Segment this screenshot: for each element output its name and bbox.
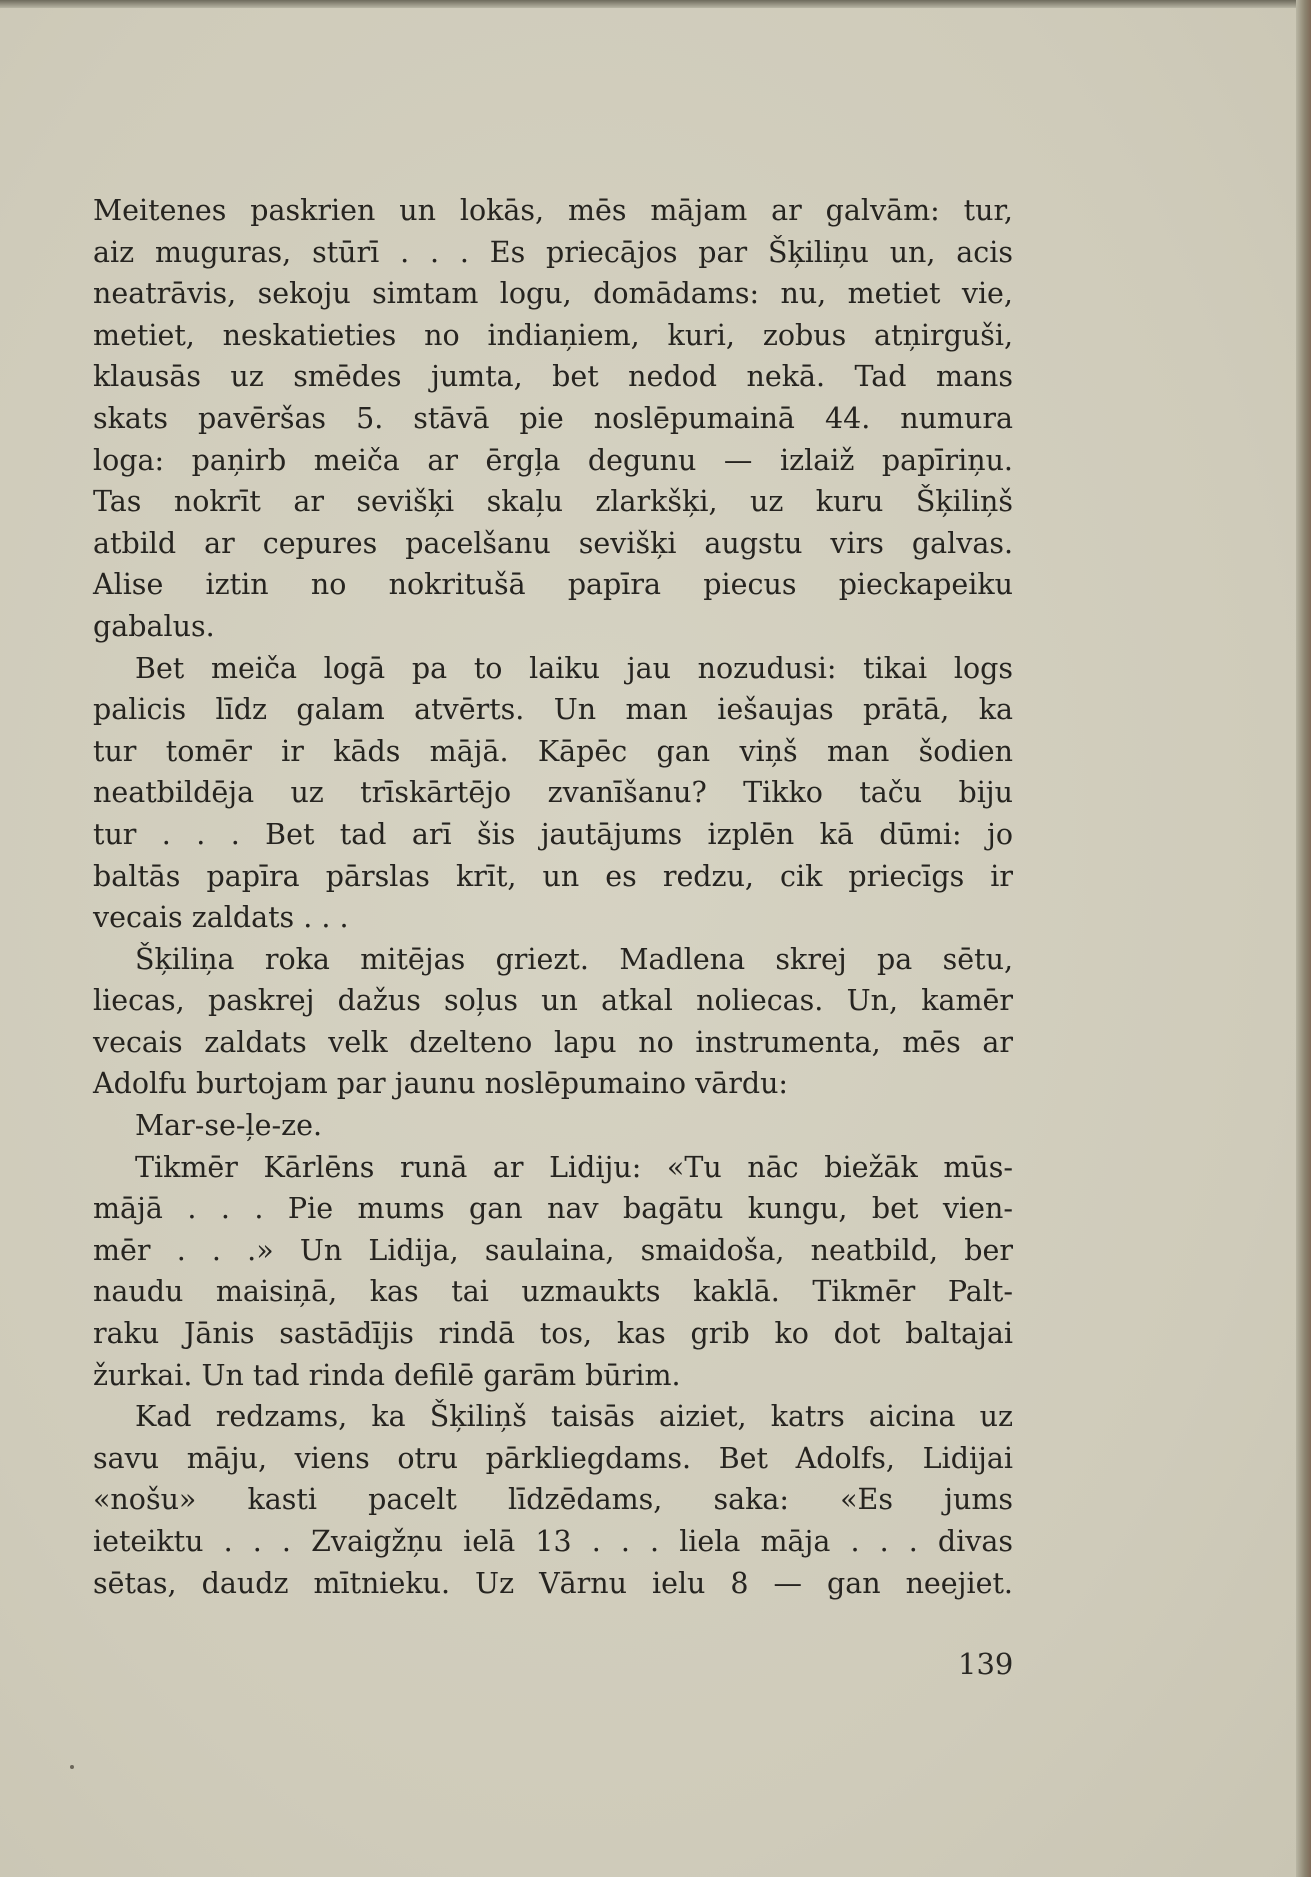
page-text — [93, 190, 1013, 1604]
text-line: vecais zaldats . . . — [93, 901, 349, 935]
text-line: žurkai. Un tad rinda defilē garām būrim. — [93, 1358, 681, 1392]
paragraph — [93, 190, 1013, 648]
text-line: Meitenes paskrien un lokās, mēs mājam ar galvām: tur, — [93, 194, 1013, 227]
text-line: neatbildēja uz trīskārtējo zvanīšanu? Tikko taču biju — [93, 776, 1013, 810]
text-line: liecas, paskrej dažus soļus un atkal noliecas. Un, kamēr — [93, 984, 1013, 1018]
paragraph — [93, 1396, 1013, 1604]
text-line: Tas nokrīt ar sevišķi skaļu zlarkšķi, uz kuru Šķiliņš — [93, 485, 1013, 519]
text-line: Tikmēr Kārlēns runā ar Lidiju: «Tu nāc biežāk mūs- — [135, 1150, 1013, 1184]
text-line: mēr . . .» Un Lidija, saulaina, smaidoša, neatbild, ber — [93, 1233, 1013, 1267]
text-line: atbild ar cepures pacelšanu sevišķi augstu virs galvas. — [93, 526, 1013, 560]
paper-speck — [70, 1765, 74, 1769]
text-line: baltās papīra pārslas krīt, un es redzu, cik priecīgs ir — [93, 859, 1013, 893]
text-line: skats pavēršas 5. stāvā pie noslēpumainā 44. numura — [93, 401, 1013, 435]
paragraph — [93, 1147, 1013, 1397]
text-line: tur tomēr ir kāds mājā. Kāpēc gan viņš man šodien — [93, 734, 1013, 768]
text-line: raku Jānis sastādījis rindā tos, kas grib ko dot baltajai — [93, 1317, 1013, 1351]
text-line: Kad redzams, ka Šķiliņš taisās aiziet, katrs aicina uz — [135, 1400, 1013, 1434]
scan-right-edge — [1296, 0, 1311, 1877]
paragraph — [93, 1105, 1013, 1147]
text-line: «nošu» kasti pacelt līdzēdams, saka: «Es jums — [93, 1483, 1013, 1517]
text-line: sētas, daudz mītnieku. Uz Vārnu ielu 8 — gan neejiet. — [93, 1566, 1013, 1600]
text-line: klausās uz smēdes jumta, bet nedod nekā. Tad mans — [93, 360, 1013, 394]
text-line: gabalus. — [93, 609, 215, 643]
text-line: Alise iztin no nokritušā papīra piecus pieckapeiku — [93, 568, 1013, 602]
page-number: 139 — [958, 1647, 1014, 1681]
text-line: Mar-se-ļe-ze. — [135, 1109, 323, 1143]
paragraph — [93, 939, 1013, 1105]
text-line: metiet, neskatieties no indiaņiem, kuri, zobus atņirguši, — [93, 318, 1013, 352]
text-line: mājā . . . Pie mums gan nav bagātu kungu, bet vien- — [93, 1192, 1013, 1226]
text-line: tur . . . Bet tad arī šis jautājums izplēn kā dūmi: jo — [93, 817, 1013, 851]
text-line: neatrāvis, sekoju simtam logu, domādams: nu, metiet vie, — [93, 277, 1013, 311]
text-line: Adolfu burtojam par jaunu noslēpumaino vārdu: — [93, 1067, 789, 1101]
text-line: aiz muguras, stūrī . . . Es priecājos par Šķiliņu un, acis — [93, 235, 1013, 269]
text-line: Šķiliņa roka mitējas griezt. Madlena skrej pa sētu, — [135, 942, 1013, 976]
scan-top-edge — [0, 0, 1311, 8]
text-line: savu māju, viens otru pārkliegdams. Bet Adolfs, Lidijai — [93, 1441, 1013, 1475]
paragraph — [93, 648, 1013, 939]
text-line: naudu maisiņā, kas tai uzmaukts kaklā. Tikmēr Palt- — [93, 1275, 1013, 1309]
text-line: loga: paņirb meiča ar ērgļa degunu — izlaiž papīriņu. — [93, 443, 1013, 477]
text-line: Bet meiča logā pa to laiku jau nozudusi: tikai logs — [135, 651, 1013, 685]
text-line: palicis līdz galam atvērts. Un man iešaujas prātā, ka — [93, 693, 1013, 727]
text-line: ieteiktu . . . Zvaigžņu ielā 13 . . . liela māja . . . divas — [93, 1525, 1013, 1558]
text-line: vecais zaldats velk dzelteno lapu no instrumenta, mēs ar — [93, 1025, 1013, 1059]
